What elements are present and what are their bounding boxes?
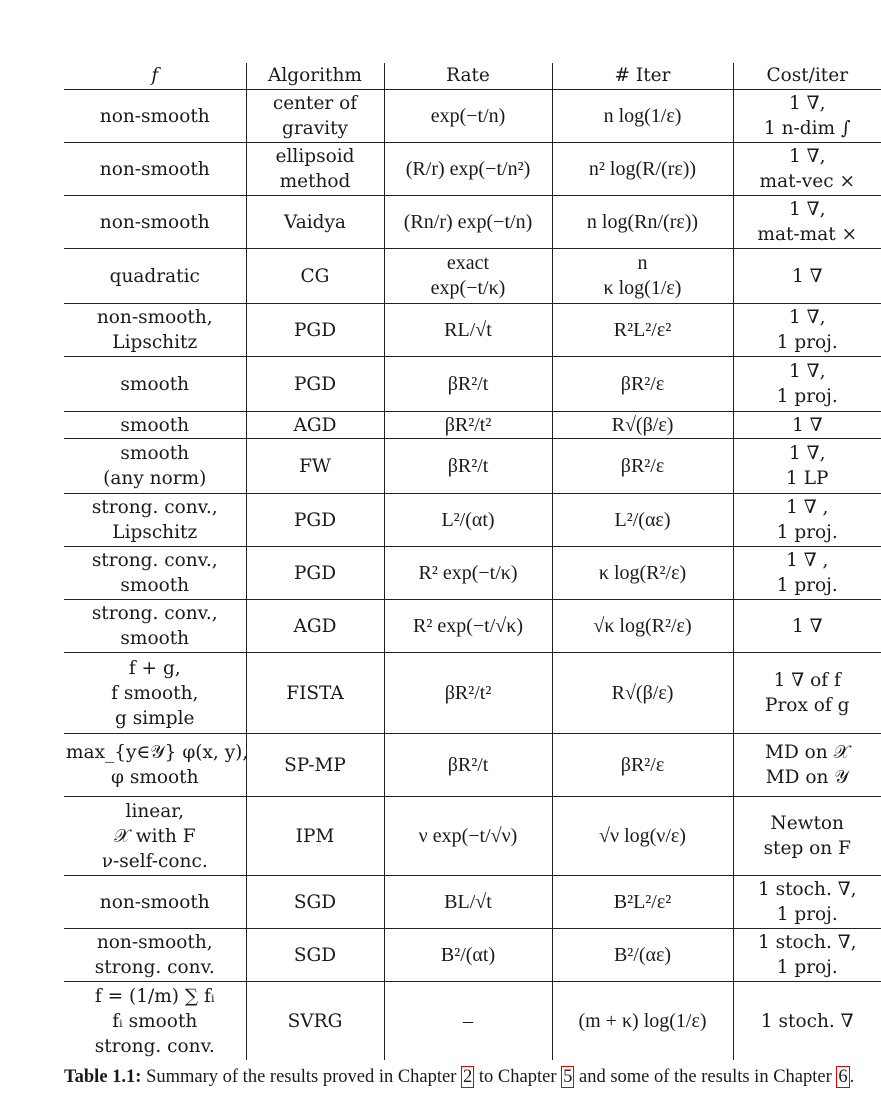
cell-function-class-line: non-smooth <box>99 158 210 180</box>
cell-rate-line: RL/√t <box>444 318 492 341</box>
cell-iterations-line: βR²/ε <box>620 753 665 776</box>
cell-rate <box>384 439 552 494</box>
header-cost-per-iter: Cost/iter <box>733 63 881 90</box>
cell-iterations <box>552 797 733 876</box>
cell-algorithm <box>246 357 384 412</box>
cell-iterations <box>552 734 733 797</box>
cell-cost-per-iter-line: step on F <box>763 838 851 859</box>
cell-rate <box>384 982 552 1061</box>
cell-algorithm-line: PGD <box>293 373 337 395</box>
cell-cost-per-iter <box>733 357 881 412</box>
cell-cost-per-iter-line: 1 ∇ <box>791 265 823 287</box>
cell-algorithm <box>246 494 384 547</box>
cell-function-class <box>64 412 246 439</box>
cell-cost-per-iter <box>733 90 881 143</box>
cell-rate-line: R² exp(−t/κ) <box>418 561 518 584</box>
cell-iterations-line: L²/(αε) <box>614 508 671 531</box>
table-row <box>64 982 881 1061</box>
cell-rate-line: L²/(αt) <box>441 508 495 531</box>
cell-cost-per-iter <box>733 249 881 304</box>
cell-algorithm-line: CG <box>300 265 330 287</box>
chapter-2-link[interactable]: 2 <box>463 1067 473 1087</box>
cell-cost-per-iter-line: 1 ∇, <box>789 146 826 167</box>
cell-rate <box>384 734 552 797</box>
table-row <box>64 929 881 982</box>
cell-rate <box>384 196 552 249</box>
cell-function-class <box>64 196 246 249</box>
cell-cost-per-iter <box>733 734 881 797</box>
cell-iterations <box>552 249 733 304</box>
cell-cost-per-iter <box>733 494 881 547</box>
table-row <box>64 876 881 929</box>
cell-rate <box>384 929 552 982</box>
cell-cost-per-iter <box>733 797 881 876</box>
table-row <box>64 90 881 143</box>
cell-cost-per-iter-line: 1 ∇ of f <box>773 670 841 691</box>
cell-rate-line: BL/√t <box>444 890 492 913</box>
table-row <box>64 412 881 439</box>
cell-algorithm-line: PGD <box>293 562 337 584</box>
cell-rate-line: exp(−t/n) <box>430 104 506 127</box>
cell-function-class-line: Lipschitz <box>112 332 198 353</box>
cell-cost-per-iter-line: Prox of g <box>765 695 850 716</box>
cell-algorithm-line: method <box>279 171 351 192</box>
cell-function-class-line: strong. conv., <box>91 497 218 518</box>
cell-iterations <box>552 357 733 412</box>
cell-iterations-line: √ν log(ν/ε) <box>599 824 686 847</box>
cell-algorithm-line: SP-MP <box>284 754 346 776</box>
cell-algorithm <box>246 929 384 982</box>
cell-algorithm-line: ellipsoid <box>275 146 355 167</box>
header-f: f <box>64 63 246 90</box>
cell-function-class <box>64 797 246 876</box>
table-row <box>64 439 881 494</box>
cell-algorithm-line: SGD <box>293 891 337 913</box>
cell-function-class <box>64 547 246 600</box>
cell-cost-per-iter <box>733 653 881 734</box>
cell-cost-per-iter <box>733 439 881 494</box>
cell-algorithm-line: gravity <box>282 118 348 139</box>
cell-algorithm <box>246 797 384 876</box>
cell-algorithm-line: FW <box>299 455 331 477</box>
cell-algorithm-line: PGD <box>293 319 337 341</box>
cell-function-class <box>64 876 246 929</box>
cell-algorithm-line: FISTA <box>286 682 344 704</box>
cell-rate <box>384 494 552 547</box>
cell-function-class <box>64 439 246 494</box>
cell-algorithm-line: center of <box>272 93 358 114</box>
cell-iterations <box>552 494 733 547</box>
header-rate: Rate <box>384 63 552 90</box>
cell-iterations <box>552 653 733 734</box>
cell-rate-line: ν exp(−t/√ν) <box>418 824 518 847</box>
cell-function-class-line: smooth <box>120 575 190 596</box>
cell-iterations <box>552 304 733 357</box>
cell-rate <box>384 249 552 304</box>
cell-rate-line: (Rn/r) exp(−t/n) <box>403 210 533 233</box>
cell-cost-per-iter <box>733 304 881 357</box>
cell-function-class <box>64 734 249 797</box>
cell-algorithm-line: AGD <box>293 615 337 637</box>
cell-cost-per-iter <box>733 876 881 929</box>
cell-cost-per-iter-line: 1 proj. <box>776 575 838 596</box>
cell-algorithm <box>246 249 384 304</box>
cell-function-class-line: g simple <box>115 707 195 729</box>
cell-function-class-line: f + g, <box>128 657 181 679</box>
cell-cost-per-iter <box>733 982 881 1061</box>
cell-cost-per-iter <box>733 196 881 249</box>
table-row <box>64 304 881 357</box>
cell-function-class-line: quadratic <box>109 265 200 287</box>
cell-iterations-line: R²L²/ε² <box>613 318 672 341</box>
cell-cost-per-iter-line: 1 ∇, <box>789 307 826 328</box>
cell-rate-line: exp(−t/κ) <box>430 277 506 299</box>
cell-cost-per-iter-line: 1 proj. <box>776 386 838 407</box>
cell-function-class-line: non-smooth <box>99 105 210 127</box>
table-row <box>64 600 881 653</box>
cell-rate-line: βR²/t <box>447 372 489 395</box>
cell-cost-per-iter-line: 1 ∇ , <box>786 497 829 518</box>
cell-algorithm-line: SGD <box>293 944 337 966</box>
cell-function-class <box>64 90 246 143</box>
cell-rate <box>384 876 552 929</box>
cell-algorithm <box>246 547 384 600</box>
caption-text: and some of the results in Chapter <box>574 1067 837 1087</box>
cell-rate-line: – <box>463 1009 473 1032</box>
cell-iterations <box>552 439 733 494</box>
cell-rate-line: βR²/t² <box>444 413 492 436</box>
cell-rate <box>384 547 552 600</box>
cell-iterations-line: R√(β/ε) <box>611 413 674 436</box>
chapter-6-link[interactable]: 6 <box>838 1067 848 1087</box>
table-row <box>64 196 881 249</box>
cell-cost-per-iter-line: 1 ∇ , <box>786 550 829 571</box>
table-header-row <box>64 63 881 90</box>
table-row <box>64 653 881 734</box>
cell-function-class-line: strong. conv. <box>94 1035 215 1057</box>
cell-iterations <box>552 982 733 1061</box>
cell-iterations-line: B²/(αε) <box>613 943 672 966</box>
cell-rate <box>384 797 552 876</box>
cell-algorithm <box>246 653 384 734</box>
caption-text: Summary of the results proved in Chapter <box>141 1067 462 1087</box>
cell-iterations-line: βR²/ε <box>620 454 665 477</box>
cell-cost-per-iter-line: 1 proj. <box>776 957 838 978</box>
cell-function-class <box>64 653 246 734</box>
cell-function-class-line: max_{y∈𝒴} φ(x, y), <box>66 742 249 763</box>
cell-iterations-line: n <box>637 252 648 274</box>
cell-iterations-line: √κ log(R²/ε) <box>593 614 692 637</box>
cell-function-class-line: smooth <box>120 414 190 436</box>
chapter-5-link[interactable]: 5 <box>563 1067 573 1087</box>
cell-function-class-line: f = (1/m) ∑ fᵢ <box>94 985 215 1007</box>
cell-iterations <box>552 876 733 929</box>
cell-cost-per-iter <box>733 600 881 653</box>
cell-algorithm <box>246 439 384 494</box>
cell-cost-per-iter-line: 1 proj. <box>776 522 838 543</box>
cell-function-class-line: φ smooth <box>111 767 199 788</box>
cell-iterations-line: (m + κ) log(1/ε) <box>578 1009 707 1032</box>
cell-function-class-line: ν-self-conc. <box>101 850 208 872</box>
table-row <box>64 143 881 196</box>
cell-rate-line: βR²/t² <box>444 681 492 704</box>
cell-algorithm <box>246 143 384 196</box>
cell-rate <box>384 304 552 357</box>
cell-rate-line: B²/(αt) <box>440 943 496 966</box>
cell-cost-per-iter-line: 1 ∇ <box>791 414 823 436</box>
cell-rate <box>384 600 552 653</box>
cell-function-class <box>64 982 246 1061</box>
cell-iterations <box>552 600 733 653</box>
cell-function-class-line: fᵢ smooth <box>112 1010 198 1032</box>
cell-cost-per-iter-line: MD on 𝒳 <box>765 742 850 763</box>
cell-iterations-line: βR²/ε <box>620 372 665 395</box>
cell-rate-line: βR²/t <box>447 753 489 776</box>
cell-function-class-line: 𝒳 with F <box>113 825 196 847</box>
table-body <box>64 90 881 1061</box>
cell-iterations <box>552 547 733 600</box>
cell-algorithm <box>246 600 384 653</box>
cell-iterations <box>552 196 733 249</box>
cell-iterations-line: n log(Rn/(rε)) <box>586 210 699 233</box>
cell-cost-per-iter-line: Newton <box>770 813 844 834</box>
cell-cost-per-iter-line: 1 proj. <box>776 332 838 353</box>
cell-function-class-line: non-smooth, <box>96 307 213 328</box>
cell-function-class <box>64 357 246 412</box>
cell-algorithm <box>246 982 384 1061</box>
table-row <box>64 494 881 547</box>
cell-function-class <box>64 143 246 196</box>
cell-function-class <box>64 249 246 304</box>
table-caption <box>64 1064 864 1090</box>
cell-rate-line: βR²/t <box>447 454 489 477</box>
cell-cost-per-iter-line: 1 stoch. ∇ <box>760 1010 854 1032</box>
cell-iterations <box>552 143 733 196</box>
cell-cost-per-iter-line: 1 LP <box>786 468 829 489</box>
cell-rate <box>384 412 552 439</box>
cell-function-class-line: non-smooth <box>99 211 210 233</box>
caption-label: Table 1.1: <box>64 1067 142 1087</box>
table-row <box>64 249 881 304</box>
cell-function-class-line: non-smooth, <box>96 932 213 953</box>
cell-iterations <box>552 90 733 143</box>
cell-cost-per-iter-line: mat-mat × <box>757 224 858 245</box>
cell-iterations-line: R√(β/ε) <box>611 681 674 704</box>
cell-cost-per-iter-line: 1 ∇, <box>789 93 826 114</box>
cell-cost-per-iter-line: 1 stoch. ∇, <box>757 879 857 900</box>
cell-iterations-line: κ log(1/ε) <box>603 277 682 299</box>
cell-rate <box>384 143 552 196</box>
cell-algorithm <box>246 90 384 143</box>
cell-function-class-line: non-smooth <box>99 891 210 913</box>
cell-algorithm <box>246 876 384 929</box>
cell-rate <box>384 90 552 143</box>
header-iter: # Iter <box>552 63 733 90</box>
caption-text: . <box>849 1067 855 1087</box>
cell-rate-line: exact <box>446 252 490 274</box>
cell-iterations-line: B²L²/ε² <box>613 890 672 913</box>
cell-function-class <box>64 600 246 653</box>
cell-cost-per-iter-line: 1 n-dim ∫ <box>763 118 851 139</box>
cell-iterations-line: n log(1/ε) <box>603 104 682 127</box>
cell-rate-line: R² exp(−t/√κ) <box>413 614 523 637</box>
cell-cost-per-iter <box>733 412 881 439</box>
caption-text: to Chapter <box>474 1067 562 1087</box>
cell-cost-per-iter <box>733 143 881 196</box>
cell-cost-per-iter <box>733 929 881 982</box>
table-row <box>64 357 881 412</box>
cell-function-class-line: strong. conv., <box>91 603 218 624</box>
cell-function-class <box>64 494 246 547</box>
table-row <box>64 797 881 876</box>
cell-algorithm-line: PGD <box>293 509 337 531</box>
cell-algorithm <box>246 412 384 439</box>
cell-function-class <box>64 304 246 357</box>
cell-cost-per-iter <box>733 547 881 600</box>
cell-function-class-line: strong. conv., <box>91 550 218 571</box>
cell-cost-per-iter-line: 1 ∇, <box>789 361 826 382</box>
cell-algorithm <box>246 734 384 797</box>
cell-algorithm <box>246 196 384 249</box>
header-algorithm: Algorithm <box>246 63 384 90</box>
table-row <box>64 734 881 797</box>
cell-iterations-line: κ log(R²/ε) <box>598 561 687 584</box>
cell-function-class-line: smooth <box>120 628 190 649</box>
cell-function-class-line: strong. conv. <box>94 957 215 978</box>
cell-algorithm-line: SVRG <box>287 1010 343 1032</box>
cell-cost-per-iter-line: 1 ∇, <box>789 443 826 464</box>
cell-cost-per-iter-line: 1 proj. <box>776 904 838 925</box>
cell-function-class-line: (any norm) <box>103 468 207 489</box>
cell-iterations-line: n² log(R/(rε)) <box>588 157 697 180</box>
cell-function-class-line: linear, <box>125 800 184 822</box>
cell-rate-line: (R/r) exp(−t/n²) <box>405 157 531 180</box>
cell-cost-per-iter-line: mat-vec × <box>759 171 855 192</box>
cell-algorithm-line: AGD <box>293 414 337 436</box>
cell-function-class <box>64 929 246 982</box>
table-row <box>64 547 881 600</box>
cell-function-class-line: smooth <box>120 373 190 395</box>
cell-cost-per-iter-line: MD on 𝒴 <box>765 767 849 788</box>
cell-cost-per-iter-line: 1 ∇, <box>789 199 826 220</box>
cell-rate <box>384 357 552 412</box>
cell-iterations <box>552 929 733 982</box>
cell-algorithm <box>246 304 384 357</box>
cell-cost-per-iter-line: 1 stoch. ∇, <box>757 932 857 953</box>
cell-function-class-line: smooth <box>120 443 190 464</box>
cell-iterations <box>552 412 733 439</box>
cell-algorithm-line: IPM <box>295 825 335 847</box>
cell-rate <box>384 653 552 734</box>
cell-algorithm-line: Vaidya <box>284 211 346 233</box>
cell-function-class-line: Lipschitz <box>112 522 198 543</box>
results-summary-table <box>64 63 881 1060</box>
cell-cost-per-iter-line: 1 ∇ <box>791 615 823 637</box>
cell-function-class-line: f smooth, <box>111 682 199 704</box>
